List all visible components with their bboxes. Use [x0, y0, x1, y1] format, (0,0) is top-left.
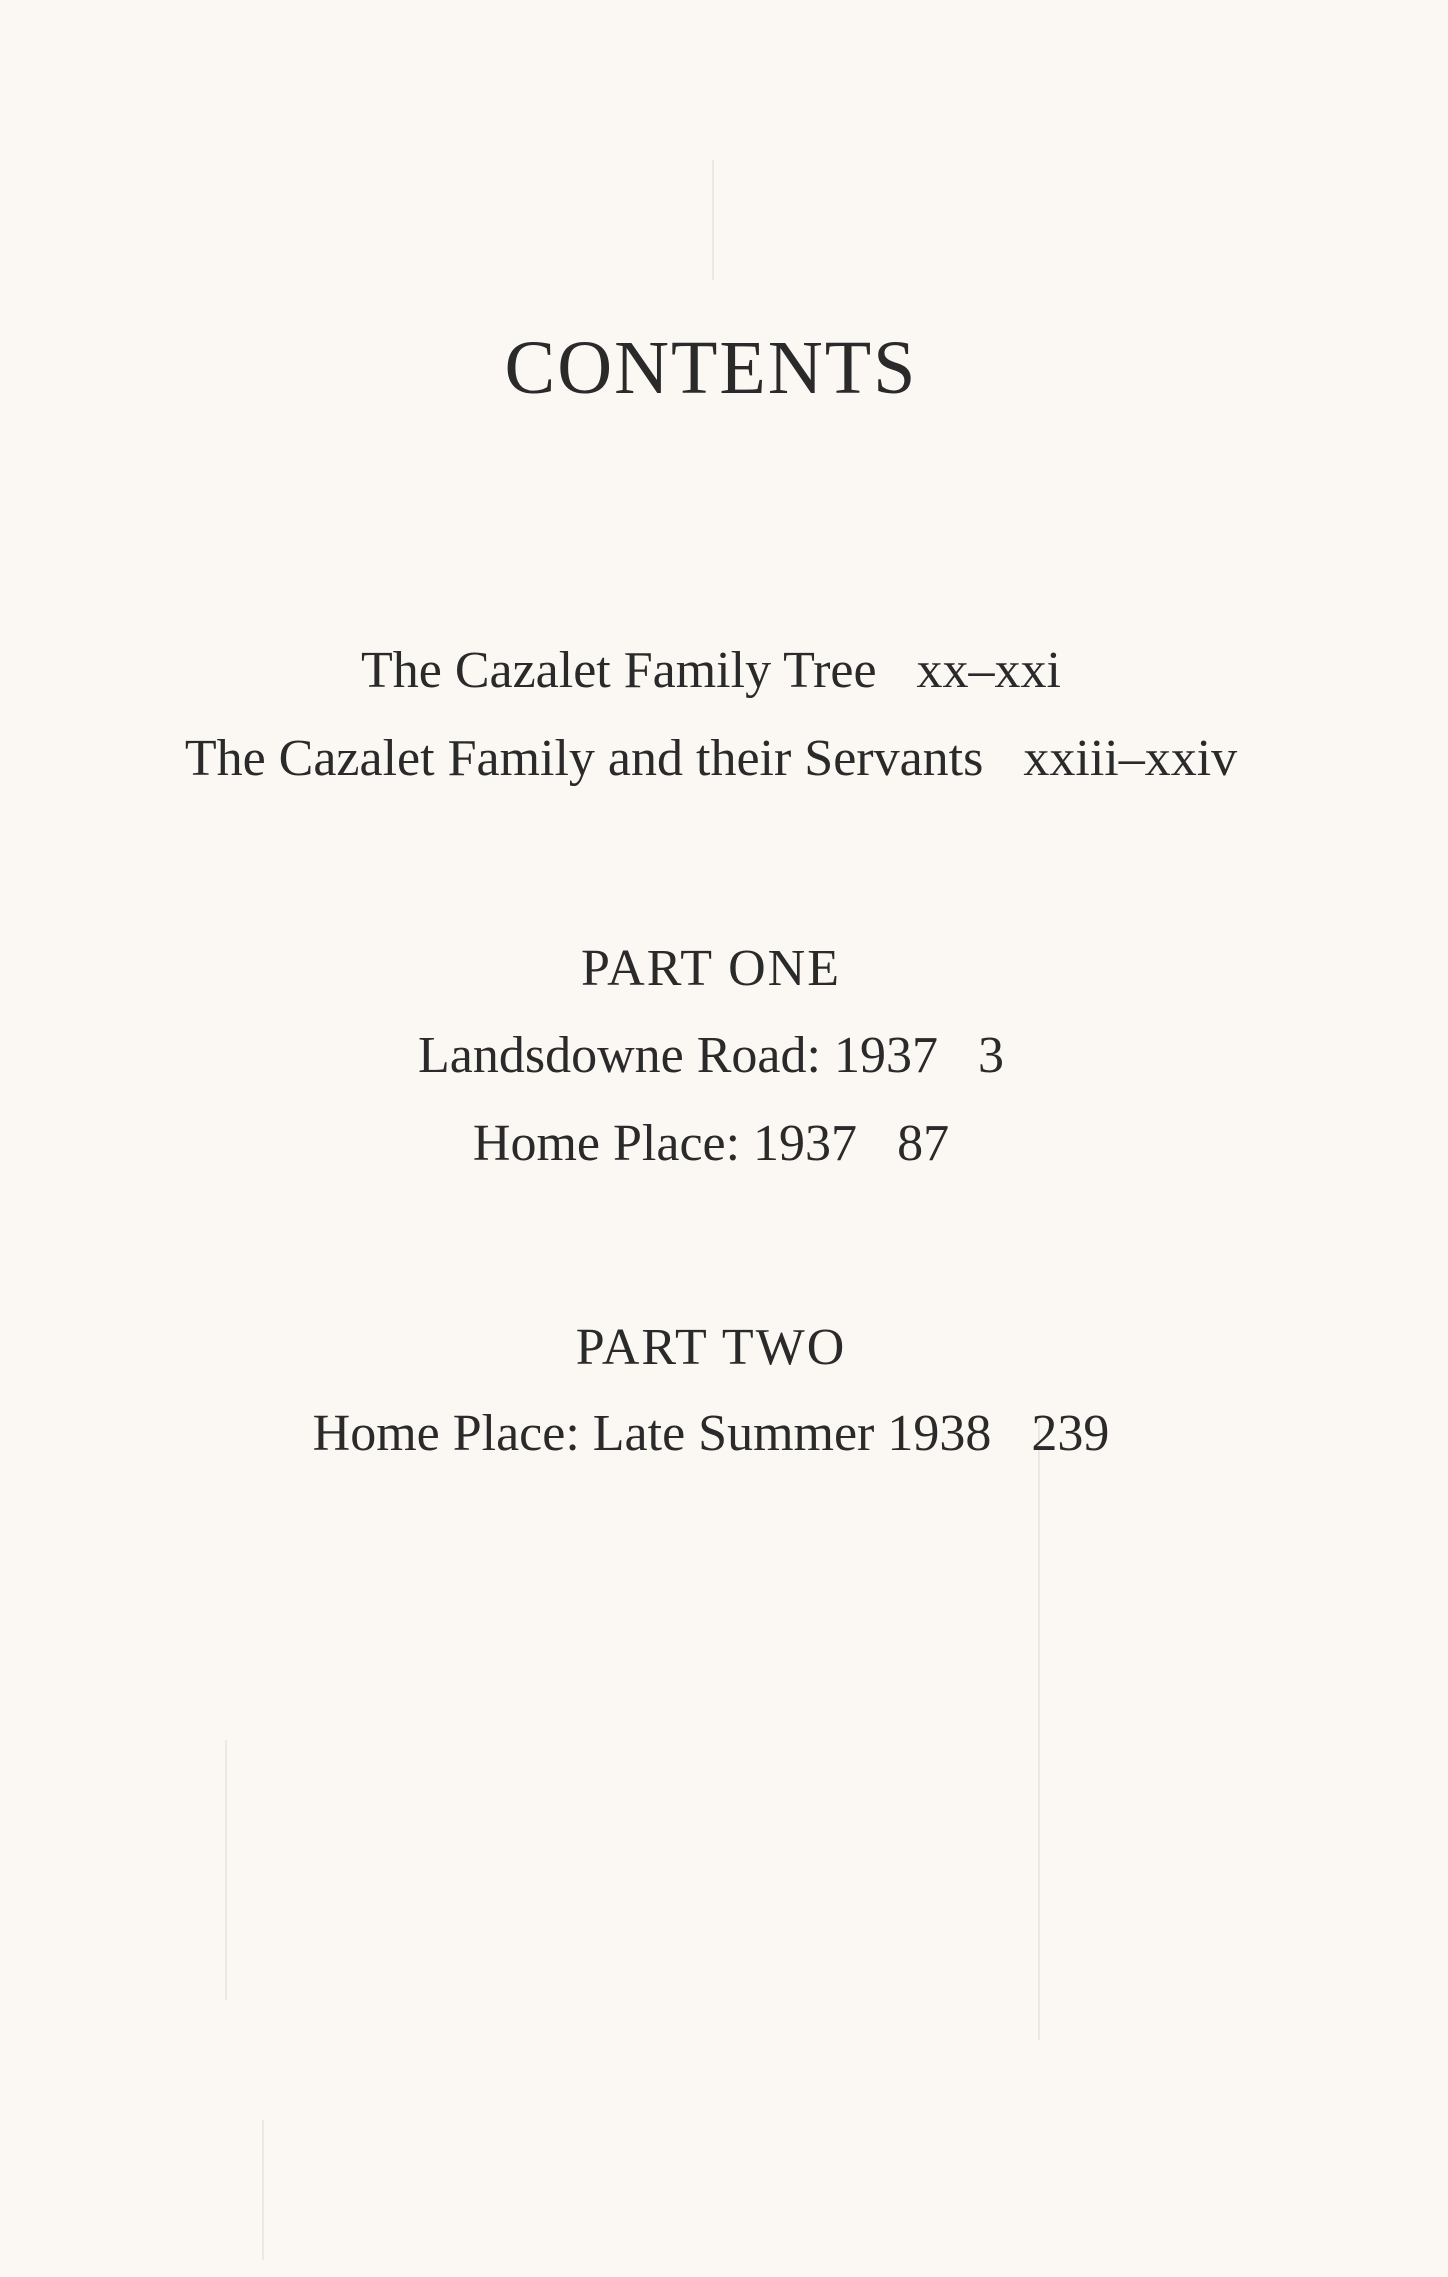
toc-entry — [0, 730, 1422, 787]
paper-crease — [262, 2120, 264, 2260]
toc-entry-pages: 3 — [977, 1027, 1004, 1084]
toc-entry — [0, 1027, 1422, 1084]
part-heading: PART ONE — [581, 940, 841, 997]
toc-entry-pages: xx–xxi — [916, 642, 1061, 699]
toc-entry-pages: 239 — [1031, 1405, 1110, 1462]
paper-crease — [1038, 1420, 1040, 2040]
toc-entry-pages: 87 — [897, 1115, 950, 1172]
page-title: CONTENTS — [504, 326, 918, 410]
toc-entry-pages: xxiii–xxiv — [1023, 730, 1238, 787]
toc-entry-title: Home Place: Late Summer 1938 — [312, 1405, 992, 1462]
toc-entry-title: The Cazalet Family Tree — [360, 642, 877, 699]
toc-entry-title: Landsdowne Road: 1937 — [418, 1027, 938, 1084]
toc-entry-title: Home Place: 1937 — [472, 1115, 858, 1172]
toc-entry-title: The Cazalet Family and their Servants — [184, 730, 984, 787]
part-heading: PART TWO — [575, 1319, 847, 1376]
toc-entry — [0, 1405, 1422, 1462]
paper-crease — [712, 160, 714, 280]
toc-entry — [0, 1115, 1422, 1172]
paper-crease — [225, 1740, 227, 2000]
toc-entry — [0, 642, 1422, 699]
